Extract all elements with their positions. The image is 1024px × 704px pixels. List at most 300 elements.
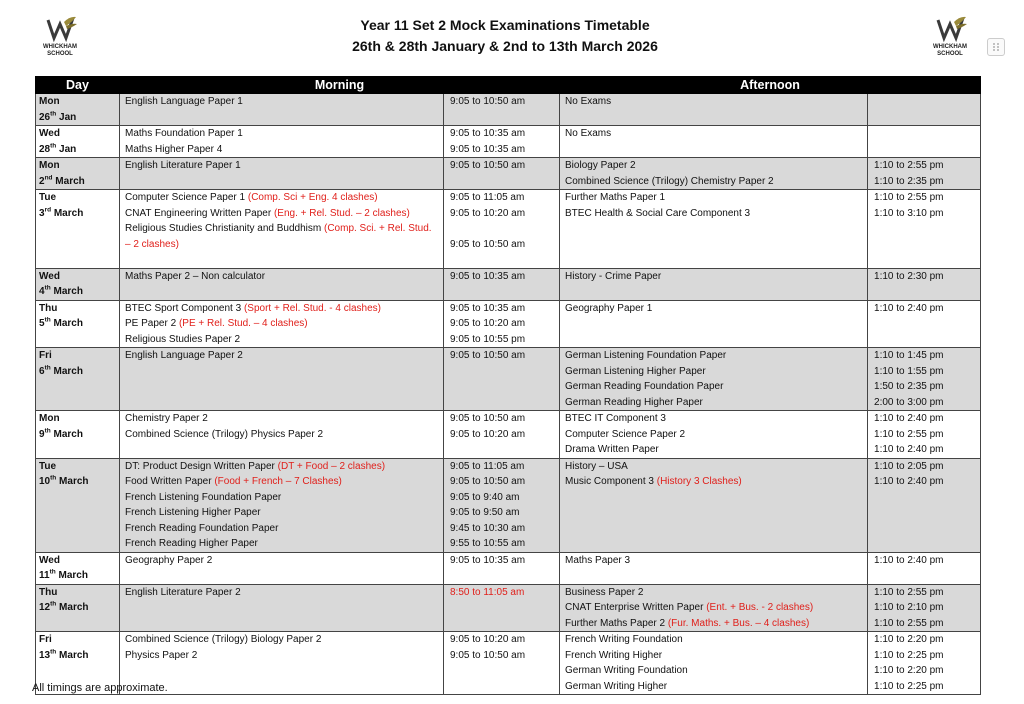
drag-handle-icon[interactable] [987, 38, 1005, 56]
afternoon-exam-item [565, 585, 862, 601]
afternoon-exam-item [565, 206, 862, 222]
exam-name: Chemistry Paper 2 [125, 413, 208, 424]
morning-exam-time: 9:05 to 10:50 am [450, 649, 526, 661]
date-suffix: th [44, 427, 51, 435]
morning-exam-item [125, 348, 438, 364]
afternoon-exams-cell [560, 94, 868, 126]
morning-exam-item [125, 521, 438, 537]
exam-name: French Reading Higher Paper [125, 538, 258, 549]
morning-exam-item [125, 505, 438, 521]
morning-exam-time: 9:05 to 10:35 am [450, 128, 526, 139]
afternoon-exam-item [565, 348, 862, 364]
exam-name: Drama Written Paper [565, 444, 659, 455]
afternoon-exam-item [565, 474, 862, 490]
date-number: 4 [39, 286, 45, 297]
day-date [39, 364, 116, 380]
afternoon-exam-item [565, 126, 862, 142]
morning-exam-item [125, 190, 438, 206]
morning-exam-item [125, 459, 438, 475]
morning-exam-item [125, 411, 438, 427]
day-name: Wed [39, 554, 60, 566]
afternoon-exam-time: 1:10 to 2:05 pm [874, 460, 944, 472]
morning-exam-item [125, 158, 438, 174]
morning-exam-time: 9:05 to 10:50 am [450, 350, 526, 361]
table-row [36, 300, 981, 348]
afternoon-exam-time: 1:10 to 2:55 pm [874, 428, 944, 440]
morning-exam-item [125, 94, 438, 110]
afternoon-exam-item [565, 459, 862, 475]
table-row [36, 268, 981, 300]
morning-exam-item [125, 490, 438, 506]
morning-exam-time: 9:05 to 9:50 am [450, 507, 520, 518]
exam-name: Combined Science (Trilogy) Biology Paper 2 [125, 634, 322, 645]
morning-exam-item [125, 301, 438, 317]
date-suffix: th [50, 648, 57, 656]
exam-name: Food Written Paper [125, 476, 212, 487]
date-number: 28 [39, 143, 51, 155]
afternoon-exam-item [565, 632, 862, 648]
morning-times-cell [444, 268, 560, 300]
exam-name: German Reading Higher Paper [565, 396, 703, 408]
day-date [39, 648, 116, 664]
exam-name: German Reading Foundation Paper [565, 381, 724, 392]
date-month: Jan [59, 143, 77, 155]
afternoon-exam-time: 1:10 to 2:55 pm [874, 617, 944, 629]
afternoon-exam-time: 1:10 to 2:55 pm [874, 160, 944, 171]
exam-name: French Listening Higher Paper [125, 507, 261, 518]
morning-exam-time: 9:05 to 10:20 am [450, 634, 526, 645]
morning-exam-time: 9:05 to 10:50 am [450, 413, 526, 424]
date-month: March [53, 207, 84, 219]
date-suffix: th [50, 110, 57, 118]
date-number: 12 [39, 602, 51, 613]
exam-name: BTEC IT Component 3 [565, 413, 666, 424]
day-date [39, 600, 116, 616]
afternoon-exam-item [565, 158, 862, 174]
exam-name: Computer Science Paper 1 [125, 192, 246, 203]
exam-name: French Reading Foundation Paper [125, 522, 279, 534]
afternoon-exam-time [874, 94, 975, 110]
table-row [36, 584, 981, 632]
afternoon-exam-item [565, 411, 862, 427]
exam-name: English Language Paper 1 [125, 96, 243, 107]
afternoon-times-cell [868, 584, 981, 632]
exam-name: No Exams [565, 128, 612, 139]
table-row [36, 190, 981, 269]
timetable-body [36, 94, 981, 695]
morning-times-cell [444, 348, 560, 411]
logo-text-2: SCHOOL [937, 51, 963, 57]
clash-note: (Comp. Sci + Eng. 4 clashes) [247, 192, 378, 203]
date-number: 13 [39, 649, 51, 661]
afternoon-exam-time: 1:10 to 2:10 pm [874, 602, 944, 613]
afternoon-exam-time: 1:10 to 2:20 pm [874, 665, 944, 676]
title-line-2: 26th & 28th January & 2nd to 13th March 2026 [352, 38, 658, 54]
morning-exam-item [125, 142, 438, 158]
afternoon-exam-time: 1:10 to 2:40 pm [874, 444, 944, 455]
afternoon-exam-time: 2:00 to 3:00 pm [874, 396, 944, 408]
day-name: Fri [39, 350, 52, 361]
afternoon-exams-cell [560, 632, 868, 695]
day-name: Mon [39, 96, 60, 107]
afternoon-times-cell [868, 268, 981, 300]
exam-name: Music Component 3 [565, 476, 654, 487]
exam-name: Geography Paper 1 [565, 302, 653, 314]
page-header [0, 0, 1024, 80]
exam-name: Religious Studies Paper 2 [125, 333, 241, 345]
day-date [39, 427, 116, 443]
morning-exam-item [125, 126, 438, 142]
afternoon-times-cell [868, 300, 981, 348]
clash-note: (Eng. + Rel. Stud. – 2 clashes) [273, 207, 410, 219]
morning-exam-time: 9:05 to 11:05 am [450, 192, 525, 203]
afternoon-exam-item [565, 553, 862, 569]
clash-note: (History 3 Clashes) [656, 476, 742, 487]
date-suffix: nd [44, 174, 53, 182]
exam-name: Maths Paper 3 [565, 554, 631, 566]
afternoon-times-cell [868, 190, 981, 269]
day-date [39, 142, 116, 158]
morning-exam-time: 9:55 to 10:55 am [450, 538, 526, 549]
day-cell [36, 584, 120, 632]
day-date [39, 568, 116, 584]
morning-exams-cell [120, 94, 444, 126]
exam-name: Further Maths Paper 2 [565, 617, 666, 629]
afternoon-exam-time: 1:10 to 2:25 pm [874, 649, 944, 661]
day-cell [36, 458, 120, 552]
morning-exams-cell [120, 458, 444, 552]
exam-name: History - Crime Paper [565, 270, 662, 282]
date-number: 6 [39, 365, 45, 377]
date-suffix: th [50, 474, 57, 482]
morning-times-cell [444, 190, 560, 269]
clash-note: (Comp. Sci. + Rel. Stud. – 2 clashes) [125, 223, 432, 250]
date-suffix: th [44, 316, 51, 324]
date-month: March [53, 365, 83, 377]
date-month: March [59, 649, 89, 661]
morning-exam-item [125, 648, 438, 664]
exam-name: German Writing Higher [565, 680, 668, 692]
date-suffix: rd [44, 206, 52, 214]
morning-exams-cell [120, 158, 444, 190]
afternoon-exams-cell [560, 348, 868, 411]
morning-exam-item [125, 474, 438, 490]
day-cell [36, 190, 120, 269]
morning-times-cell [444, 300, 560, 348]
afternoon-exam-time: 1:10 to 2:55 pm [874, 192, 944, 203]
afternoon-exam-item [565, 679, 862, 695]
table-row [36, 632, 981, 695]
afternoon-exam-item [565, 663, 862, 679]
afternoon-exam-time: 1:10 to 2:30 pm [874, 270, 944, 282]
exam-name: Combined Science (Trilogy) Physics Paper 2 [125, 428, 324, 440]
afternoon-times-cell [868, 458, 981, 552]
exam-name: History – USA [565, 460, 628, 472]
date-suffix: th [44, 284, 51, 292]
date-suffix: th [50, 600, 57, 608]
day-name: Mon [39, 413, 60, 424]
afternoon-exam-time: 1:10 to 2:40 pm [874, 302, 944, 314]
exam-name: English Language Paper 2 [125, 350, 243, 361]
afternoon-exam-item [565, 190, 862, 206]
date-number: 2 [39, 175, 45, 187]
exam-name: Combined Science (Trilogy) Chemistry Paper 2 [565, 175, 774, 187]
date-number: 26 [39, 111, 51, 123]
afternoon-times-cell [868, 126, 981, 158]
morning-exam-time: 9:05 to 10:35 am [450, 302, 526, 314]
afternoon-exam-item [565, 174, 862, 190]
exam-name: English Literature Paper 2 [125, 586, 241, 598]
school-logo-left [30, 14, 90, 66]
table-header-row [36, 77, 981, 94]
table-row [36, 348, 981, 411]
morning-exams-cell [120, 190, 444, 269]
table-row [36, 411, 981, 459]
morning-exam-item [125, 316, 438, 332]
afternoon-exams-cell [560, 126, 868, 158]
logo-text-2: SCHOOL [47, 51, 73, 57]
afternoon-exam-time: 1:10 to 2:20 pm [874, 634, 944, 645]
morning-times-cell [444, 584, 560, 632]
afternoon-exams-cell [560, 268, 868, 300]
afternoon-exams-cell [560, 158, 868, 190]
date-suffix: th [44, 364, 51, 372]
school-logo-icon [930, 14, 970, 44]
afternoon-exams-cell [560, 190, 868, 269]
afternoon-exam-time: 1:10 to 2:25 pm [874, 680, 944, 692]
header-morning: Morning [120, 77, 560, 94]
afternoon-times-cell [868, 158, 981, 190]
morning-exams-cell [120, 126, 444, 158]
day-date [39, 474, 116, 490]
afternoon-times-cell [868, 411, 981, 459]
morning-times-cell [444, 94, 560, 126]
afternoon-exam-item [565, 94, 862, 110]
exam-name: PE Paper 2 [125, 318, 177, 329]
exam-name: Biology Paper 2 [565, 160, 636, 171]
date-month: March [53, 286, 83, 297]
logo-text-1: WHICKHAM [933, 44, 967, 50]
clash-note: (DT + Food – 2 clashes) [277, 460, 386, 472]
day-cell [36, 552, 120, 584]
afternoon-exam-time: 1:10 to 2:40 pm [874, 554, 944, 566]
date-number: 10 [39, 476, 51, 487]
afternoon-exam-item [565, 442, 862, 458]
morning-times-cell [444, 411, 560, 459]
school-logo-right [920, 14, 980, 66]
day-name: Mon [39, 160, 60, 171]
clash-note: (Sport + Rel. Stud. - 4 clashes) [243, 302, 381, 314]
date-month: March [53, 318, 83, 329]
afternoon-exam-time: 1:10 to 2:40 pm [874, 413, 944, 424]
exam-timetable [35, 76, 981, 695]
table-row [36, 458, 981, 552]
date-month: March [53, 428, 83, 440]
exam-name: German Listening Foundation Paper [565, 350, 727, 361]
day-cell [36, 411, 120, 459]
afternoon-exam-time: 1:10 to 2:40 pm [874, 476, 944, 487]
exam-name: CNAT Engineering Written Paper [125, 207, 272, 219]
morning-times-cell [444, 552, 560, 584]
day-name: Thu [39, 302, 58, 314]
day-date [39, 174, 116, 190]
date-month: March [59, 602, 89, 613]
day-cell [36, 348, 120, 411]
afternoon-exam-item [565, 395, 862, 411]
afternoon-exam-item [565, 427, 862, 443]
exam-name: Business Paper 2 [565, 586, 644, 598]
date-number: 9 [39, 428, 45, 440]
morning-exam-time: 9:05 to 10:50 am [450, 238, 526, 250]
morning-exams-cell [120, 632, 444, 695]
date-month: March [59, 476, 89, 487]
afternoon-exams-cell [560, 584, 868, 632]
exam-name: French Writing Foundation [565, 634, 683, 645]
date-number: 5 [39, 318, 45, 329]
morning-exams-cell [120, 411, 444, 459]
morning-exam-time: 9:05 to 10:35 am [450, 270, 526, 282]
table-row [36, 158, 981, 190]
afternoon-times-cell [868, 94, 981, 126]
morning-exam-time: 9:05 to 10:50 am [450, 160, 526, 171]
table-row [36, 126, 981, 158]
exam-name: Maths Foundation Paper 1 [125, 128, 243, 139]
morning-exam-time: 9:05 to 10:35 am [450, 554, 526, 566]
morning-exams-cell [120, 584, 444, 632]
afternoon-exam-item [565, 269, 862, 285]
exam-name: Further Maths Paper 1 [565, 192, 666, 203]
afternoon-exam-time: 1:10 to 2:35 pm [874, 175, 944, 187]
morning-exams-cell [120, 268, 444, 300]
logo-text-1: WHICKHAM [43, 44, 77, 50]
exam-name: Computer Science Paper 2 [565, 428, 686, 440]
morning-exams-cell [120, 348, 444, 411]
morning-exam-time: 9:05 to 9:40 am [450, 491, 520, 503]
day-name: Wed [39, 270, 60, 282]
morning-exam-time: 9:05 to 10:50 am [450, 96, 526, 107]
morning-times-cell [444, 632, 560, 695]
day-cell [36, 94, 120, 126]
exam-name: Physics Paper 2 [125, 649, 198, 661]
day-name: Tue [39, 460, 57, 472]
afternoon-times-cell [868, 632, 981, 695]
morning-exam-item [125, 269, 438, 285]
exam-name: French Writing Higher [565, 649, 663, 661]
morning-exam-item [125, 221, 438, 252]
date-month: March [55, 175, 85, 187]
morning-exam-item [125, 206, 438, 222]
date-month: March [58, 570, 88, 581]
morning-exam-time: 9:05 to 10:50 am [450, 476, 526, 487]
morning-exam-item [125, 536, 438, 552]
morning-exam-time: 8:50 to 11:05 am [450, 586, 525, 598]
exam-name: French Listening Foundation Paper [125, 491, 282, 503]
afternoon-exams-cell [560, 552, 868, 584]
table-row [36, 552, 981, 584]
exam-name: Religious Studies Christianity and Buddhism [125, 223, 322, 234]
table-row [36, 94, 981, 126]
morning-exam-item [125, 332, 438, 348]
afternoon-exam-time: 1:10 to 3:10 pm [874, 207, 944, 219]
day-name: Thu [39, 586, 58, 598]
morning-exam-time: 9:05 to 10:20 am [450, 207, 526, 219]
exam-name: DT: Product Design Written Paper [125, 460, 275, 472]
morning-times-cell [444, 126, 560, 158]
footer-note: All timings are approximate. [32, 682, 168, 694]
afternoon-exam-time [874, 126, 975, 142]
afternoon-times-cell [868, 348, 981, 411]
afternoon-exam-time: 1:50 to 2:35 pm [874, 381, 944, 392]
exam-name: Geography Paper 2 [125, 554, 213, 566]
date-suffix: th [50, 142, 57, 150]
exam-name: German Listening Higher Paper [565, 365, 706, 377]
morning-exam-item [125, 553, 438, 569]
day-date [39, 206, 116, 222]
day-date [39, 110, 116, 126]
morning-times-cell [444, 458, 560, 552]
afternoon-exam-item [565, 648, 862, 664]
day-name: Fri [39, 634, 52, 645]
morning-exam-item [125, 585, 438, 601]
exam-name: CNAT Enterprise Written Paper [565, 602, 704, 613]
morning-exam-time: 9:45 to 10:30 am [450, 522, 526, 534]
afternoon-exam-item [565, 364, 862, 380]
exam-name: BTEC Health & Social Care Component 3 [565, 207, 751, 219]
morning-exams-cell [120, 300, 444, 348]
morning-exam-time: 9:05 to 10:55 pm [450, 333, 526, 345]
morning-exam-time: 9:05 to 10:20 am [450, 428, 526, 440]
header-day: Day [36, 77, 120, 94]
exam-name: Maths Paper 2 – Non calculator [125, 270, 266, 282]
afternoon-exam-time: 1:10 to 1:45 pm [874, 350, 944, 361]
exam-name: Maths Higher Paper 4 [125, 143, 223, 155]
clash-note: (Ent. + Bus. - 2 clashes) [706, 602, 814, 613]
day-cell [36, 268, 120, 300]
morning-exam-time: 9:05 to 10:20 am [450, 318, 526, 329]
afternoon-exam-time: 1:10 to 1:55 pm [874, 365, 944, 377]
afternoon-exam-item [565, 301, 862, 317]
day-name: Wed [39, 128, 60, 139]
afternoon-exam-item [565, 379, 862, 395]
school-logo-icon [40, 14, 80, 44]
exam-name: German Writing Foundation [565, 665, 688, 676]
afternoon-exam-item [565, 616, 862, 632]
date-month: Jan [59, 111, 77, 123]
morning-exam-time: 9:05 to 11:05 am [450, 460, 525, 472]
morning-exams-cell [120, 552, 444, 584]
afternoon-exams-cell [560, 411, 868, 459]
morning-times-cell [444, 158, 560, 190]
afternoon-times-cell [868, 552, 981, 584]
day-date [39, 284, 116, 300]
afternoon-exam-item [565, 600, 862, 616]
afternoon-exams-cell [560, 458, 868, 552]
exam-name: English Literature Paper 1 [125, 160, 241, 171]
day-name: Tue [39, 192, 57, 203]
title-line-1: Year 11 Set 2 Mock Examinations Timetable [360, 17, 650, 33]
clash-note: (Fur. Maths. + Bus. – 4 clashes) [667, 617, 810, 629]
date-number: 3 [39, 207, 45, 219]
afternoon-exams-cell [560, 300, 868, 348]
day-cell [36, 300, 120, 348]
day-cell [36, 158, 120, 190]
date-suffix: th [49, 568, 56, 576]
morning-exam-item [125, 632, 438, 648]
exam-name: No Exams [565, 96, 612, 107]
morning-exam-time: 9:05 to 10:35 am [450, 143, 526, 155]
day-cell [36, 126, 120, 158]
afternoon-exam-time: 1:10 to 2:55 pm [874, 586, 944, 598]
